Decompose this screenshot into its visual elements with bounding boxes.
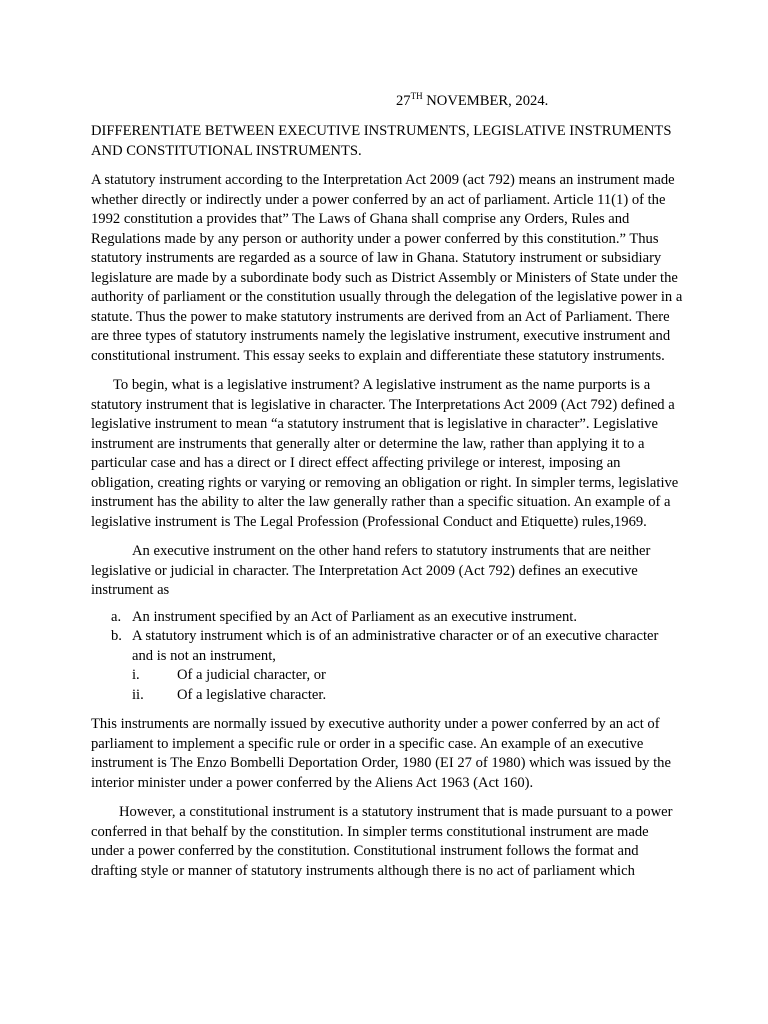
paragraph-executive-instrument: An executive instrument on the other hand refers to statutory instruments that are neither legislative or judicial in character. The Interpretation Act 2009 (Act 792) defines an executive instrument as	[91, 543, 651, 598]
document-date	[396, 92, 548, 113]
list-item-text: An instrument specified by an Act of Parliament as an executive instrument.	[132, 608, 577, 625]
paragraph-executive-followup: This instruments are normally issued by executive authority under a power conferred by an act of parliament to implement a specific rule or order in a specific case. An example of an executive instrument is The Enzo Bombelli Deportation Order, 1980 (EI 27 of 1980) which was issued by the interior minister under a power conferred by the Aliens Act 1963 (Act 160).	[91, 716, 671, 791]
paragraph-legislative-instrument: To begin, what is a legislative instrument? A legislative instrument as the name purports is a statutory instrument that is legislative in character. The Interpretations Act 2009 (Act 792) defined a legislative instrument to mean “a statutory instrument that is legislative in character”. Legislative instrument are instruments that generally alter or determine the law, rather than applying it to a particular case and has a direct or I direct effect affecting privilege or interest, imposing an obligation, creating rights or varying or removing an obligation or right. In simpler terms, legislative instrument has the ability to alter the law generally rather than a specific situation. An example of a legislative instrument is The Legal Profession (Professional Conduct and Etiquette) rules,1969.	[91, 377, 679, 530]
sub-list-item-text: Of a judicial character, or	[177, 667, 326, 683]
essay-question-title: DIFFERENTIATE BETWEEN EXECUTIVE INSTRUMENTS, LEGISLATIVE INSTRUMENTS AND CONSTITUTIONAL INSTRUMENTS.	[91, 123, 672, 159]
date-month-year: NOVEMBER, 2024.	[422, 93, 549, 109]
sub-list	[132, 666, 683, 705]
sub-list-item	[132, 686, 683, 706]
list-marker: b.	[111, 628, 122, 644]
list-item	[91, 627, 683, 705]
sub-list-item	[132, 666, 683, 686]
list-marker: a.	[111, 608, 122, 625]
document-body	[91, 122, 683, 881]
executive-definition-list	[91, 608, 683, 706]
sub-list-marker: i.	[132, 667, 140, 683]
sub-list-marker: ii.	[132, 686, 144, 703]
list-item-text: A statutory instrument which is of an administrative character or of an executive character and is not an instrument,	[132, 628, 659, 664]
sub-list-item-text: Of a legislative character.	[177, 686, 327, 703]
list-item	[91, 608, 683, 628]
date-suffix: TH	[410, 91, 423, 101]
paragraph-constitutional-instrument: However, a constitutional instrument is a statutory instrument that is made pursuant to a power conferred in that behalf by the constitution. In simpler terms constitutional instrument are made under a power conferred by the constitution. Constitutional instrument follows the format and drafting style or manner of statutory instruments although there is no act of parliament which	[91, 804, 673, 879]
date-day: 27	[396, 93, 411, 109]
paragraph-intro: A statutory instrument according to the Interpretation Act 2009 (act 792) means an instrument made whether directly or indirectly under a power conferred by an act of parliament. Article 11(1) of the 1992 constitution a provides that” The Laws of Ghana shall comprise any Orders, Rules and Regulations made by any person or authority under a power conferred by this constitution.” Thus statutory instruments are regarded as a source of law in Ghana. Statutory instrument or subsidiary legislature are made by a subordinate body such as District Assembly or Ministers of State under the authority of parliament or the constitution usually through the delegation of the legislative power in a statute. Thus the power to make statutory instruments are derived from an Act of Parliament. There are three types of statutory instruments namely the legislative instrument, executive instrument and constitutional instrument. This essay seeks to explain and differentiate these statutory instruments.	[91, 172, 683, 364]
